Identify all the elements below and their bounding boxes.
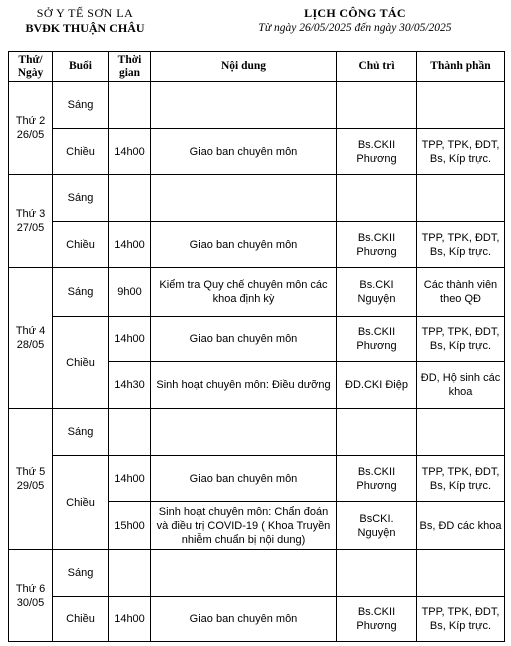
time-cell: 14h30: [109, 362, 151, 409]
members-cell: TPP, TPK, ĐDT, Bs, Kíp trực.: [417, 597, 505, 642]
host-cell: Bs.CKI Nguyện: [337, 268, 417, 317]
host-cell: Bs.CKII Phương: [337, 597, 417, 642]
session-cell: Sáng: [53, 409, 109, 456]
time-cell: [109, 409, 151, 456]
session-cell: Sáng: [53, 82, 109, 129]
session-cell: Sáng: [53, 175, 109, 222]
col-header-day: Thứ/ Ngày: [9, 52, 53, 82]
host-cell: [337, 82, 417, 129]
content-cell: Sinh hoạt chuyên môn: Chẩn đoán và điều trị COVID-19 ( Khoa Truyền nhiễm chuẩn bị nội dung): [151, 502, 337, 550]
host-cell: Bs.CKII Phương: [337, 222, 417, 268]
col-header-session: Buổi: [53, 52, 109, 82]
org-name: SỞ Y TẾ SƠN LA: [36, 6, 134, 20]
page-subtitle: Từ ngày 26/05/2025 đến ngày 30/05/2025: [258, 22, 452, 34]
day-cell: Thứ 2 26/05: [9, 82, 53, 175]
host-cell: ĐD.CKI Điệp: [337, 362, 417, 409]
host-cell: [337, 409, 417, 456]
time-cell: [109, 82, 151, 129]
members-cell: Các thành viên theo QĐ: [417, 268, 505, 317]
table-row: [9, 175, 505, 222]
time-cell: 9h00: [109, 268, 151, 317]
time-cell: 14h00: [109, 222, 151, 268]
content-cell: [151, 409, 337, 456]
time-cell: 14h00: [109, 317, 151, 362]
members-cell: TPP, TPK, ĐDT, Bs, Kíp trực.: [417, 317, 505, 362]
content-cell: [151, 82, 337, 129]
table-row: [9, 597, 505, 642]
table-row: [9, 550, 505, 597]
members-cell: [417, 175, 505, 222]
members-cell: Bs, ĐD các khoa: [417, 502, 505, 550]
col-header-time: Thời gian: [109, 52, 151, 82]
session-cell: Chiều: [53, 597, 109, 642]
content-cell: Giao ban chuyên môn: [151, 597, 337, 642]
day-cell: Thứ 4 28/05: [9, 268, 53, 409]
day-cell: Thứ 6 30/05: [9, 550, 53, 642]
host-cell: Bs.CKII Phương: [337, 129, 417, 175]
table-row: [9, 222, 505, 268]
page-title: LỊCH CÔNG TÁC: [304, 6, 406, 20]
session-cell: Sáng: [53, 268, 109, 317]
time-cell: 14h00: [109, 597, 151, 642]
time-cell: [109, 175, 151, 222]
time-cell: 14h00: [109, 129, 151, 175]
table-header-row: [9, 52, 505, 82]
members-cell: TPP, TPK, ĐDT, Bs, Kíp trực.: [417, 456, 505, 502]
time-cell: [109, 550, 151, 597]
members-cell: TPP, TPK, ĐDT, Bs, Kíp trực.: [417, 129, 505, 175]
session-cell: Chiều: [53, 456, 109, 550]
content-cell: Sinh hoạt chuyên môn: Điều dưỡng: [151, 362, 337, 409]
content-cell: [151, 175, 337, 222]
col-header-content: Nội dung: [151, 52, 337, 82]
table-row: [9, 409, 505, 456]
session-cell: Chiều: [53, 222, 109, 268]
host-cell: [337, 175, 417, 222]
members-cell: [417, 82, 505, 129]
table-row: [9, 268, 505, 317]
schedule-header: [200, 6, 510, 36]
table-row: [9, 317, 505, 362]
col-header-host: Chủ trì: [337, 52, 417, 82]
members-cell: [417, 550, 505, 597]
content-cell: Giao ban chuyên môn: [151, 129, 337, 175]
content-cell: Giao ban chuyên môn: [151, 456, 337, 502]
host-cell: BsCKI. Nguyện: [337, 502, 417, 550]
content-cell: [151, 550, 337, 597]
host-cell: Bs.CKII Phương: [337, 456, 417, 502]
table-row: [9, 129, 505, 175]
table-row: [9, 456, 505, 502]
content-cell: Giao ban chuyên môn: [151, 317, 337, 362]
session-cell: Chiều: [53, 129, 109, 175]
schedule-table: [8, 51, 505, 642]
time-cell: 14h00: [109, 456, 151, 502]
table-row: [9, 82, 505, 129]
content-cell: Kiểm tra Quy chế chuyên môn các khoa định kỳ: [151, 268, 337, 317]
hospital-name: BVĐK THUẬN CHÂU: [25, 21, 145, 35]
day-cell: Thứ 3 27/05: [9, 175, 53, 268]
org-header: [0, 6, 170, 36]
members-cell: [417, 409, 505, 456]
day-cell: Thứ 5 29/05: [9, 409, 53, 550]
members-cell: TPP, TPK, ĐDT, Bs, Kíp trực.: [417, 222, 505, 268]
content-cell: Giao ban chuyên môn: [151, 222, 337, 268]
host-cell: Bs.CKII Phương: [337, 317, 417, 362]
host-cell: [337, 550, 417, 597]
col-header-members: Thành phần: [417, 52, 505, 82]
session-cell: Sáng: [53, 550, 109, 597]
members-cell: ĐD, Hộ sinh các khoa: [417, 362, 505, 409]
time-cell: 15h00: [109, 502, 151, 550]
session-cell: Chiều: [53, 317, 109, 409]
